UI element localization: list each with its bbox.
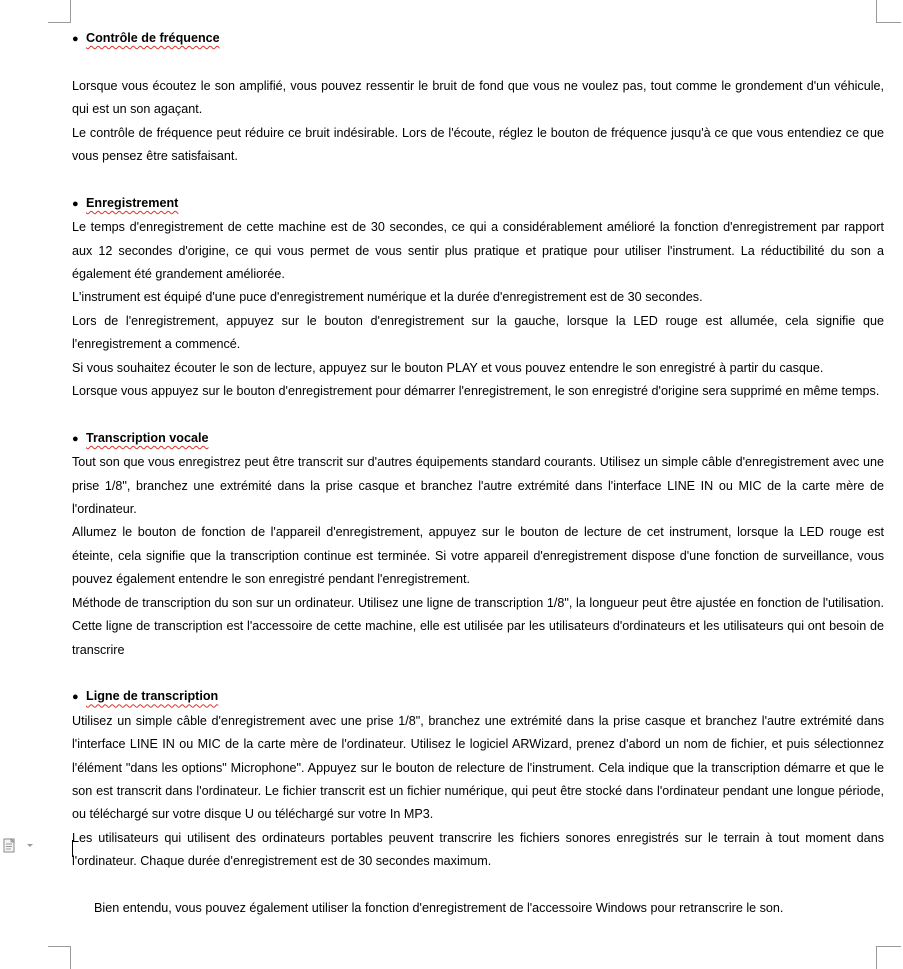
section-heading-enregistrement: ● Enregistrement (72, 192, 884, 216)
bullet-icon: ● (72, 691, 79, 704)
paragraph: Lorsque vous écoutez le son amplifié, vous pouvez ressentir le bruit de fond que vous ne voulez pas, tout comme le grondement d'un véhicule, qui est un son agaçant. (72, 78, 884, 117)
document-page[interactable] (72, 27, 884, 920)
page-corner-mark-bottom-left (48, 946, 71, 969)
paragraph: Lorsque vous appuyez sur le bouton d'enregistrement pour démarrer l'enregistrement, le son enregistré d'origine sera supprimé en même temps. (72, 384, 880, 399)
paragraph: Tout son que vous enregistrez peut être transcrit sur d'autres équipements standard courants. Utilisez un simple câble d'enregistrement avec une prise 1/8", branchez une extrémité dans la prise casque et branchez l'autre extrémité dans l'interface LINE IN ou MIC de la carte mère de l'ordinateur. (72, 455, 884, 517)
section-heading-ligne-de-transcription: ● Ligne de transcription (72, 685, 884, 709)
section-heading-transcription-vocale: ● Transcription vocale (72, 427, 884, 451)
section-heading-frequence: ● Contrôle de fréquence (72, 27, 884, 51)
closing-paragraph: Bien entendu, vous pouvez également utiliser la fonction d'enregistrement de l'accessoire Windows pour retranscrire le son. (94, 900, 784, 915)
page-corner-mark-top-left (48, 0, 71, 23)
paragraph: Allumez le bouton de fonction de l'appareil d'enregistrement, appuyez sur le bouton de lecture de cet instrument, lorsque la LED rouge est éteinte, cela signifie que la transcription continue est terminée. Si votre appareil d'enregistrement dispose d'une fonction de surveillance, vous pouvez également entendre le son enregistré pendant l'enregistrement. (72, 525, 884, 587)
paragraph: Méthode de transcription du son sur un ordinateur. Utilisez une ligne de transcription 1/8", la longueur peut être ajustée en fonction de l'utilisation. Cette ligne de transcription est l'accessoire de cette machine, elle est utilisée par les utilisateurs d'ordinateurs et les utilisateurs qui ont besoin de transcrire (72, 595, 884, 657)
bullet-icon: ● (72, 432, 79, 445)
paragraph: Le temps d'enregistrement de cette machine est de 30 secondes, ce qui a considérablement amélioré la fonction d'enregistrement par rapport aux 12 secondes d'origine, ce qui vous permet de vous sentir plus pratique et pratique pour utiliser l'instrument. La réductibilité du son a également été grandement améliorée. (72, 220, 884, 282)
paragraph: Si vous souhaitez écouter le son de lecture, appuyez sur le bouton PLAY et vous pouvez entendre le son enregistré à partir du casque. (72, 360, 824, 375)
page-corner-mark-top-right (876, 0, 901, 23)
bullet-icon: ● (72, 33, 79, 45)
bullet-icon: ● (72, 197, 79, 210)
paragraph: Utilisez un simple câble d'enregistrement avec une prise 1/8", branchez une extrémité dans la prise casque et branchez l'autre extrémité dans l'interface LINE IN ou MIC de la carte mère de l'ordinateur. Utilisez le logiciel ARWizard, prenez d'abord un nom de fichier, et puis sélectionnez l'élément "dans les options" Microphone". Appuyez sur le bouton de relecture de l'instrument. Cela indique que la transcription démarre et que le son est transcrit dans l'ordinateur. Le fichier transcrit est un fichier numérique, qui peut être stocké dans l'ordinateur pendant une longue période, ou téléchargé sur votre disque U ou téléchargé sur votre In MP3. (72, 713, 884, 822)
paste-options-icon[interactable] (3, 838, 33, 854)
page-corner-mark-bottom-right (876, 946, 901, 969)
paragraph: Lors de l'enregistrement, appuyez sur le bouton d'enregistrement sur la gauche, lorsque la LED rouge est allumée, cela signifie que l'enregistrement a commencé. (72, 313, 884, 352)
paragraph: Le contrôle de fréquence peut réduire ce bruit indésirable. Lors de l'écoute, réglez le bouton de fréquence jusqu'à ce que vous entendiez ce que vous pensez être satisfaisant. (72, 125, 884, 164)
paragraph: L'instrument est équipé d'une puce d'enregistrement numérique et la durée d'enregistrement est de 30 secondes. (72, 290, 703, 305)
paragraph: Les utilisateurs qui utilisent des ordinateurs portables peuvent transcrire les fichiers sonores enregistrés sur le terrain à tout moment dans l'ordinateur. Chaque durée d'enregistrement est de 30 secondes maximum. (72, 830, 884, 869)
